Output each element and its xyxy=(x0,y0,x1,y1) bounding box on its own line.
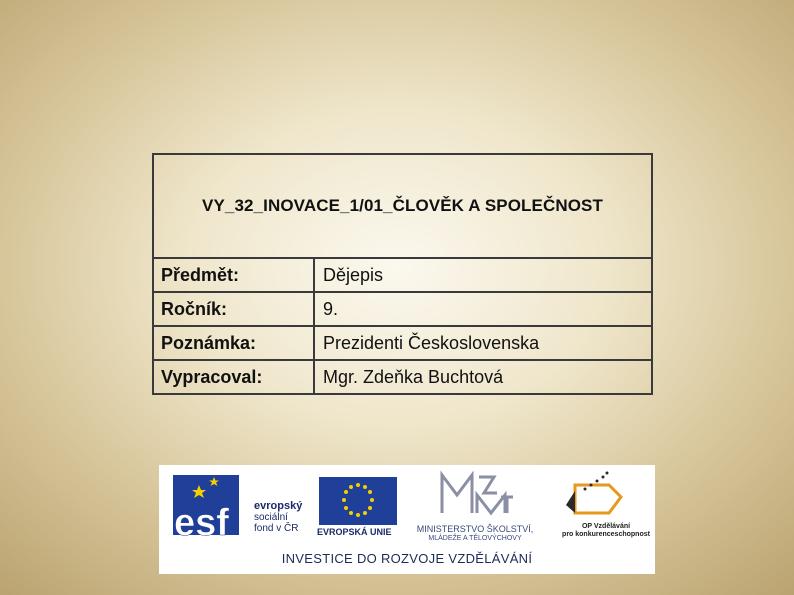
row-label: Vypracoval: xyxy=(154,361,315,393)
row-label: Ročník: xyxy=(154,293,315,325)
table-row xyxy=(154,259,651,293)
info-table xyxy=(152,153,653,395)
esf-line1: evropský xyxy=(254,500,303,512)
table-row xyxy=(154,327,651,361)
op-logo xyxy=(566,472,621,514)
msmt-line2: MLÁDEŽE A TĚLOVÝCHOVY xyxy=(428,535,522,542)
row-label: Předmět: xyxy=(154,259,315,291)
esf-caption xyxy=(254,501,302,534)
msmt-line1: MINISTERSTVO ŠKOLSTVÍ, xyxy=(416,524,534,534)
investment-slogan: INVESTICE DO ROZVOJE VZDĚLÁVÁNÍ xyxy=(281,551,533,566)
table-row xyxy=(154,293,651,327)
eu-caption: EVROPSKÁ UNIE xyxy=(317,527,392,537)
svg-text:esf: esf xyxy=(174,502,229,544)
msmt-logo xyxy=(442,475,513,513)
funding-logos-banner xyxy=(159,465,655,574)
esf-logo xyxy=(173,475,239,544)
row-value: Mgr. Zdeňka Buchtová xyxy=(323,366,504,387)
esf-line3: fond v ČR xyxy=(254,523,299,534)
esf-line2: sociální xyxy=(254,512,288,523)
op-caption xyxy=(561,523,651,539)
eu-flag-logo xyxy=(319,477,397,525)
msmt-caption xyxy=(405,524,545,544)
op-line1: OP Vzdělávání xyxy=(581,523,631,530)
row-value: Prezidenti Československa xyxy=(323,332,540,353)
row-label: Poznámka: xyxy=(154,327,315,359)
table-row xyxy=(154,361,651,393)
material-code: VY_32_INOVACE_1/01_ČLOVĚK A SPOLEČNOST xyxy=(154,155,651,259)
row-value: 9. xyxy=(323,298,339,319)
op-line2: pro konkurenceschopnost xyxy=(562,531,650,538)
row-value: Dějepis xyxy=(323,264,384,285)
